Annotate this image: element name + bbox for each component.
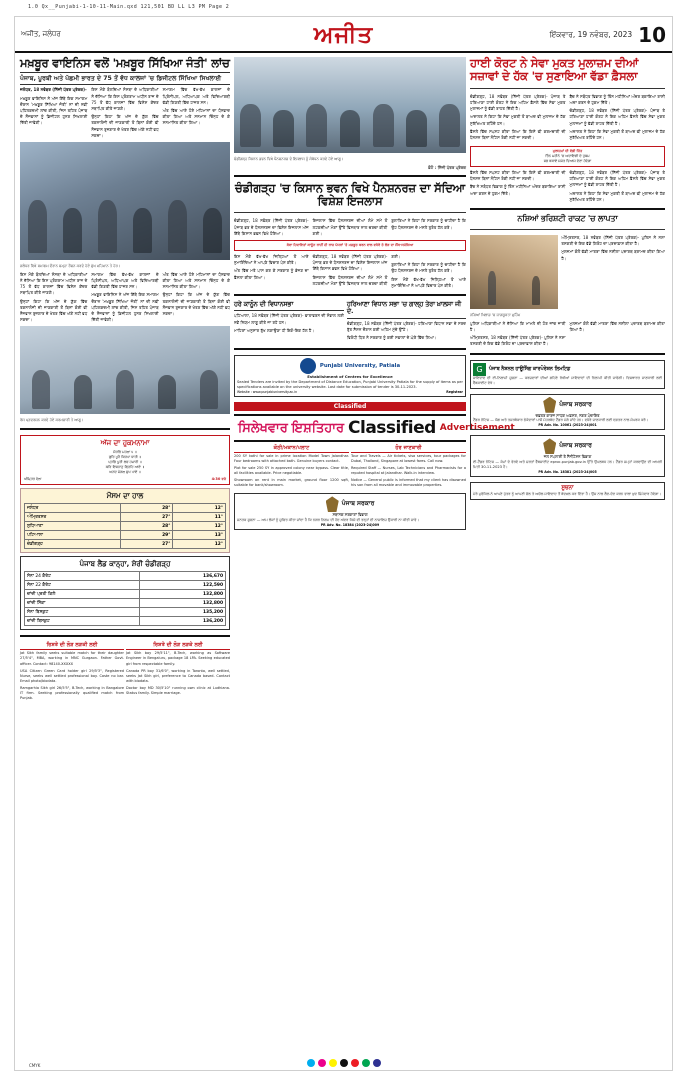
lead-byline: ਜਲੰਧਰ, 18 ਨਵੰਬਰ (ਨਿੱਜੀ ਪੱਤਰ ਪ੍ਰੇਰਕ)- [20, 87, 87, 93]
lead-para-4: ਸਮਾਗਮ ਵਿੱਚ ਵੱਖ-ਵੱਖ ਕਾਲਜਾਂ ਦੇ ਪ੍ਰਿੰਸੀਪਲ, ਅਧਿਆਪਕ ਅਤੇ ਵਿਦਿਆਰਥੀ ਵੱਡੀ ਗਿਣਤੀ ਵਿੱਚ ਹਾਜ਼ਰ ਸਨ। [162, 87, 230, 105]
right-top-para-6: ਅਦਾਲਤ ਨੇ ਕਿਹਾ ਕਿ ਸੇਵਾ ਮੁਕਤੀ ਤੋਂ ਬਾਅਦ ਵੀ ਮੁਲਾਜ਼ਮ ਦੇ ਹੱਕ ਸੁਰੱਖਿਅਤ ਰਹਿੰਦੇ ਹਨ। [569, 128, 665, 141]
story-c-para-1: ਚੰਡੀਗੜ੍ਹ, 18 ਨਵੰਬਰ (ਨਿੱਜੀ ਪੱਤਰ ਪ੍ਰੇਰਕ)- ਹਰਿਆਣਾ ਵਿਧਾਨ ਸਭਾ ਦੇ ਸਰਦ ਰੁੱਤ ਸੈਸ਼ਨ ਦੌਰਾਨ ਕਈ ਅਹਿਮ ਮੁੱਦੇ ਉੱਠੇ। [346, 320, 466, 332]
govt-ad-2 [470, 435, 665, 477]
page-number: 10 [638, 22, 666, 47]
story-b-para-2: ਮਾਹਿਰਾਂ ਅਨੁਸਾਰ ਰੁੱਖ ਲਗਾਉਣਾ ਹੀ ਇਕੋ-ਇਕ ਹੱਲ ਹੈ। [234, 327, 315, 333]
right-cont-2: ਬੈਂਚ ਨੇ ਸਬੰਧਤ ਵਿਭਾਗ ਨੂੰ ਤਿੰਨ ਮਹੀਨਿਆਂ ਅੰਦਰ ਬਕਾਇਆ ਰਾਸ਼ੀ ਅਦਾ ਕਰਨ ਦੇ ਹੁਕਮ ਦਿੱਤੇ। [470, 184, 566, 196]
newspaper-logo: ਅਜੀਤ [313, 21, 374, 48]
weather-min: 13° [173, 531, 226, 540]
right-callout-1: ਮੁਲਾਜ਼ਮਾਂ ਦੀ ਵੱਡੀ ਜਿੱਤ [552, 149, 583, 154]
govt-ad-bottom-center [234, 493, 466, 530]
lead-body [20, 87, 230, 139]
story-c-para-2: ਵਿਰੋਧੀ ਧਿਰ ਨੇ ਸਰਕਾਰ ਨੂੰ ਕਈ ਸਵਾਲਾਂ ਦੇ ਘੇਰੇ ਵਿੱਚ ਲਿਆ। [346, 334, 437, 340]
right-top-headline: ਹਾਈ ਕੋਰਟ ਨੇ ਸੇਵਾ ਮੁਕਤ ਮੁਲਾਜ਼ਮ ਦੀਆਂ ਸਜ਼ਾਵਾਂ ਦੇ ਹੱਕ 'ਚ ਸੁਣਾਇਆ ਵੱਡਾ ਫ਼ੈਸਲਾ [470, 56, 639, 83]
bank-logo-icon: G [473, 363, 486, 376]
market-price: 136,200 [139, 617, 225, 626]
right-mid-cont-1: ਪੁਲਿਸ ਅਧਿਕਾਰੀਆਂ ਨੇ ਦੱਸਿਆ ਕਿ ਮਾਮਲੇ ਦੀ ਹੋਰ ਜਾਂਚ ਜਾਰੀ ਹੈ। [470, 320, 566, 332]
govt-ad-body: ਜਨਤਕ ਸੂਚਨਾ — ਆਮ ਲੋਕਾਂ ਨੂੰ ਸੂਚਿਤ ਕੀਤਾ ਜਾਂਦਾ ਹੈ ਕਿ ਨਗਰ ਨਿਗਮ ਦੀ ਹੱਦ ਅੰਦਰ ਕਿਸੇ ਵੀ ਤਰ੍ਹਾਂ ਦੀ ਨਾਜਾਇਜ਼ ਉਸਾਰੀ ਨਾ ਕੀਤੀ ਜਾਵੇ। [237, 517, 419, 522]
right-mid-cont-2: ਅੰਮ੍ਰਿਤਸਰ, 18 ਨਵੰਬਰ (ਨਿੱਜੀ ਪੱਤਰ ਪ੍ਰੇਰਕ)- ਪੁਲਿਸ ਨੇ ਨਸ਼ਾ ਤਸਕਰੀ ਦੇ ਇਕ ਵੱਡੇ ਗਿਰੋਹ ਦਾ ਪਰਦਾਫ਼ਾਸ਼ ਕੀਤਾ ਹੈ। [470, 335, 566, 347]
market-item: ਸੋਨਾ 24 ਕੈਰੇਟ [25, 572, 140, 581]
center-para-1: ਚੰਡੀਗੜ੍ਹ, 18 ਨਵੰਬਰ (ਨਿੱਜੀ ਪੱਤਰ ਪ੍ਰੇਰਕ)- ਪੰਜਾਬ ਭਰ ਦੇ ਪੈਨਸ਼ਨਰਜ਼ ਦਾ ਵਿਸ਼ੇਸ਼ ਇਜਲਾਸ ਅੱਜ ਇੱਥੇ ਕਿਸਾਨ ਭਵਨ ਵਿਖੇ ਹੋਇਆ। [234, 218, 309, 236]
weather-city: ਪਟਿਆਲਾ [25, 531, 121, 540]
classified-banner [234, 414, 515, 442]
classified-column-4 [351, 445, 466, 490]
table-row [25, 572, 226, 581]
right-mid-headline: ਨਸ਼ਿਆਂ ਭਰਿਸ਼ਟੀ ਰਾਕਟ 'ਚ ਲਾਪਤਾ [517, 214, 618, 224]
weather-max: 27° [120, 513, 173, 522]
lead-photo-caption: ਜਲੰਧਰ ਵਿਖੇ ਸਮਾਗਮ ਦੌਰਾਨ ਸ਼ਮ੍ਹਾ ਰੌਸ਼ਨ ਕਰਦੇ ਹੋਏ ਮੁੱਖ ਮਹਿਮਾਨ ਤੇ ਹੋਰ। [20, 264, 121, 269]
lead-para-1: ਮਖ਼ਬੂਰ ਵਾਇਨਿਸ ਨੇ ਅੱਜ ਇੱਥੇ ਇਕ ਸਮਾਗਮ ਦੌਰਾਨ 'ਮਖ਼ਬੂਰ ਸਿੱਖਿਆ ਜੰਤੀ' ਨਾਂ ਦੀ ਨਵੀਂ ਪਹਿਲਕਦਮੀ ਲਾਂਚ ਕੀਤੀ, ਜਿਸ ਤਹਿਤ ਪੰਜਾਬ ਦੇ ਨੌਜਵਾਨਾਂ ਨੂੰ ਡਿਜੀਟਲ ਹੁਨਰ ਸਿਖਲਾਈ ਦਿੱਤੀ ਜਾਵੇਗੀ। [20, 95, 88, 126]
masthead-left-note: ਅਜੀਤ, ਜਲੰਧਰ [21, 30, 61, 38]
amrit-vela-value: 4:30 ਵਜੇ [211, 476, 226, 481]
weather-max: 27° [120, 540, 173, 549]
masthead-right [516, 22, 666, 47]
hukamnama-line-2: ਗੁਰਿ ਪੂਰੈ ਕਿਰਪਾ ਧਾਰੀ ॥ [108, 454, 142, 459]
market-price: 136,670 [139, 572, 225, 581]
table-row [25, 599, 226, 608]
right-top-para-2: ਅਦਾਲਤ ਨੇ ਕਿਹਾ ਕਿ ਸੇਵਾ ਮੁਕਤੀ ਤੋਂ ਬਾਅਦ ਵੀ ਮੁਲਾਜ਼ਮ ਦੇ ਹੱਕ ਸੁਰੱਖਿਅਤ ਰਹਿੰਦੇ ਹਨ। [470, 114, 566, 126]
right-top-body [470, 94, 665, 144]
govt-ad-2-body: ਈ-ਟੈਂਡਰ ਨੋਟਿਸ — ਕੰਮਾਂ ਦੇ ਵੇਰਵੇ ਅਤੇ ਸ਼ਰਤਾਂ ਵੈੱਬਸਾਈਟ eproc.punjab.gov.in ਉੱਤੇ ਉਪਲਬਧ ਹਨ। ਟੈਂਡਰ ਜਮ੍ਹਾਂ ਕਰਵਾਉਣ ਦੀ ਆਖ਼ਰੀ ਮਿਤੀ 30-11-2023 ਹੈ। [473, 459, 662, 469]
center-cont-6: ਇਸ ਮੌਕੇ ਵੱਖ-ਵੱਖ ਜ਼ਿਲ੍ਹਿਆਂ ਤੋਂ ਆਏ ਨੁਮਾਇੰਦਿਆਂ ਨੇ ਆਪਣੇ ਵਿਚਾਰ ਪੇਸ਼ ਕੀਤੇ। [391, 276, 466, 288]
weather-city: ਲੁਧਿਆਣਾ [25, 522, 121, 531]
right-top-para-1: ਚੰਡੀਗੜ੍ਹ, 18 ਨਵੰਬਰ (ਨਿੱਜੀ ਪੱਤਰ ਪ੍ਰੇਰਕ)- ਪੰਜਾਬ ਤੇ ਹਰਿਆਣਾ ਹਾਈ ਕੋਰਟ ਨੇ ਇਕ ਅਹਿਮ ਫ਼ੈਸਲੇ ਵਿੱਚ ਸੇਵਾ ਮੁਕਤ ਮੁਲਾਜ਼ਮਾਂ ਨੂੰ ਵੱਡੀ ਰਾਹਤ ਦਿੱਤੀ ਹੈ। [470, 93, 566, 112]
lead-cont-5: ਅੰਤ ਵਿੱਚ ਆਏ ਹੋਏ ਮਹਿਮਾਨਾਂ ਦਾ ਧੰਨਵਾਦ ਕੀਤਾ ਗਿਆ ਅਤੇ ਸਨਮਾਨ ਚਿੰਨ੍ਹ ਦੇ ਕੇ ਸਨਮਾਨਿਤ ਕੀਤਾ ਗਿਆ। [162, 271, 230, 290]
center-body-cont [234, 254, 466, 289]
center-cont-2: ਅੰਤ ਵਿੱਚ ਮਤੇ ਪਾਸ ਕਰ ਕੇ ਸਰਕਾਰ ਨੂੰ ਭੇਜਣ ਦਾ ਫ਼ੈਸਲਾ ਕੀਤਾ ਗਿਆ। [234, 268, 309, 280]
weather-max: 28° [120, 504, 173, 513]
center-cont-5: ਬੁਲਾਰਿਆਂ ਨੇ ਕਿਹਾ ਕਿ ਸਰਕਾਰ ਨੂੰ ਚਾਹੀਦਾ ਹੈ ਕਿ ਉਹ ਪੈਨਸ਼ਨਰਜ਼ ਦੇ ਮਸਲੇ ਤੁਰੰਤ ਹੱਲ ਕਰੇ। [391, 262, 466, 274]
secondary-photo [20, 326, 230, 414]
govt-ad-1-body: ਟੈਂਡਰ ਨੋਟਿਸ — ਯੋਗ ਅਤੇ ਤਜਰਬੇਕਾਰ ਠੇਕੇਦਾਰਾਂ ਪਾਸੋਂ ਮੋਹਰਬੰਦ ਟੈਂਡਰ ਮੰਗੇ ਜਾਂਦੇ ਹਨ। ਵਧੇਰੇ ਜਾਣਕਾਰੀ ਲਈ ਦਫ਼ਤਰ ਨਾਲ ਸੰਪਰਕ ਕਰੋ। [473, 418, 649, 422]
govt-ad-footer: PR Adv. No. 18384 (2023-24)009 [320, 522, 380, 527]
story-b-para-1: ਪਟਿਆਲਾ, 18 ਨਵੰਬਰ (ਨਿੱਜੀ ਪੱਤਰ ਪ੍ਰੇਰਕ)- ਵਾਤਾਵਰਨ ਦੀ ਸੰਭਾਲ ਲਈ ਨਵੇਂ ਨਿਯਮ ਲਾਗੂ ਕੀਤੇ ਜਾ ਰਹੇ ਹਨ। [234, 313, 344, 325]
govt-ad-1-footer: PR Adv. No. 10061 (2023-24)001 [538, 423, 597, 428]
lead-para-2: ਇਸ ਮੌਕੇ ਬੋਲਦਿਆਂ ਸੰਸਥਾ ਦੇ ਅਧਿਕਾਰੀਆਂ ਨੇ ਦੱਸਿਆ ਕਿ ਇਸ ਪ੍ਰੋਗਰਾਮ ਅਧੀਨ ਰਾਜ ਦੇ 75 ਤੋਂ ਵੱਧ ਕਾਲਜਾਂ ਵਿੱਚ ਵਿਸ਼ੇਸ਼ ਕੇਂਦਰ ਸਥਾਪਿਤ ਕੀਤੇ ਜਾਣਗੇ। [91, 87, 159, 111]
center-cont-3: ਚੰਡੀਗੜ੍ਹ, 18 ਨਵੰਬਰ (ਨਿੱਜੀ ਪੱਤਰ ਪ੍ਰੇਰਕ)- ਪੰਜਾਬ ਭਰ ਦੇ ਪੈਨਸ਼ਨਰਜ਼ ਦਾ ਵਿਸ਼ੇਸ਼ ਇਜਲਾਸ ਅੱਜ ਇੱਥੇ ਕਿਸਾਨ ਭਵਨ ਵਿਖੇ ਹੋਇਆ। [312, 253, 388, 272]
classified-item: 200 SY kothi for sale in prime location Model Town Jalandhar. Four bedrooms with attached bath. Genuine buyers contact. [234, 454, 349, 464]
hukamnama-line-1: ਸੋਰਠਿ ਮਹਲਾ ੫ ॥ [113, 450, 137, 455]
registration-dot-blue [373, 1059, 381, 1067]
weather-min: 11° [173, 513, 226, 522]
story-c-mid [347, 301, 466, 343]
notice-ad [470, 482, 665, 500]
column-left [20, 57, 230, 1061]
classified-item: Tour and Travels — Air tickets, visa services, tour packages for Dubai, Thailand, Singapore at lowest fares. Call now. [351, 454, 466, 464]
classified-column-1 [20, 642, 124, 703]
story-c-body [347, 321, 466, 344]
table-row [25, 540, 226, 549]
classified-item: Plot for sale 250 SY in approved colony near bypass. Clear title, all facilities available. Price negotiable. [234, 466, 349, 476]
classified-column-3-head: ਕੋਠੀ/ਮਕਾਨ/ਪਲਾਟ [234, 445, 349, 453]
table-row [25, 513, 226, 522]
center-body [234, 218, 466, 237]
weather-max: 29° [120, 531, 173, 540]
table-row [25, 522, 226, 531]
hukamnama-box [20, 435, 230, 485]
weather-min: 12° [173, 504, 226, 513]
university-ad-contact[interactable]: Website : www.punjabiuniversity.ac.in [237, 389, 298, 394]
classified-item: Ramgarhia Sikh girl 26/5'5", B.Tech, working in Bangalore IT firm. Seeking professionally qualified match from Punjab. [20, 685, 124, 700]
color-registration-bar [15, 1058, 672, 1068]
right-mid-photo-caption: ਨਸ਼ਿਆਂ ਖ਼ਿਲਾਫ਼ 'ਚ ਜਾਗਰੂਕਤਾ ਮੁਹਿੰਮ [470, 313, 521, 317]
registration-dot-red [351, 1059, 359, 1067]
market-box [20, 556, 230, 630]
weather-box [20, 488, 230, 553]
right-callout-3: ਸਭ ਬਕਾਏ ਸਮੇਤ ਵਿਆਜ ਦੇਣਾ ਹੋਵੇਗਾ [543, 159, 592, 164]
govt-ad-sub: ਸਥਾਨਕ ਸਰਕਾਰਾਂ ਵਿਭਾਗ [332, 512, 368, 518]
lead-para-5: ਅੰਤ ਵਿੱਚ ਆਏ ਹੋਏ ਮਹਿਮਾਨਾਂ ਦਾ ਧੰਨਵਾਦ ਕੀਤਾ ਗਿਆ ਅਤੇ ਸਨਮਾਨ ਚਿੰਨ੍ਹ ਦੇ ਕੇ ਸਨਮਾਨਿਤ ਕੀਤਾ ਗਿਆ। [162, 107, 230, 126]
market-item: ਚਾਂਦੀ ਸਿੱਕਾ [25, 599, 140, 608]
notice-ad-body: ਮੇਰੇ ਮੁਵੱਕਿਲ ਨੇ ਆਪਣੇ ਪੁੱਤਰ ਨੂੰ ਆਪਣੀ ਚੱਲ ਤੇ ਅਚੱਲ ਜਾਇਦਾਦ ਤੋਂ ਬੇਦਖ਼ਲ ਕਰ ਦਿੱਤਾ ਹੈ। ਉਸ ਨਾਲ ਲੈਣ-ਦੇਣ ਕਰਨ ਵਾਲਾ ਖ਼ੁਦ ਜ਼ਿੰਮੇਵਾਰ ਹੋਵੇਗਾ। [473, 492, 661, 497]
classified-title-pa: ਸਿਲੇਖਵਾਰ [238, 420, 288, 436]
classified-title-en: Classified [348, 418, 436, 439]
weather-max: 28° [120, 522, 173, 531]
market-price: 122,590 [139, 581, 225, 590]
weather-table [24, 503, 226, 549]
lead-cont-4: ਮਖ਼ਬੂਰ ਵਾਇਨਿਸ ਨੇ ਅੱਜ ਇੱਥੇ ਇਕ ਸਮਾਗਮ ਦੌਰਾਨ 'ਮਖ਼ਬੂਰ ਸਿੱਖਿਆ ਜੰਤੀ' ਨਾਂ ਦੀ ਨਵੀਂ ਪਹਿਲਕਦਮੀ ਲਾਂਚ ਕੀਤੀ, ਜਿਸ ਤਹਿਤ ਪੰਜਾਬ ਦੇ ਨੌਜਵਾਨਾਂ ਨੂੰ ਡਿਜੀਟਲ ਹੁਨਰ ਸਿਖਲਾਈ ਦਿੱਤੀ ਜਾਵੇਗੀ। [91, 292, 159, 323]
right-mid-photo [470, 235, 558, 309]
market-item: ਸੋਨਾ ਬਿਸਕੁਟ [25, 608, 140, 617]
right-top-para-5: ਚੰਡੀਗੜ੍ਹ, 18 ਨਵੰਬਰ (ਨਿੱਜੀ ਪੱਤਰ ਪ੍ਰੇਰਕ)- ਪੰਜਾਬ ਤੇ ਹਰਿਆਣਾ ਹਾਈ ਕੋਰਟ ਨੇ ਇਕ ਅਹਿਮ ਫ਼ੈਸਲੇ ਵਿੱਚ ਸੇਵਾ ਮੁਕਤ ਮੁਲਾਜ਼ਮਾਂ ਨੂੰ ਵੱਡੀ ਰਾਹਤ ਦਿੱਤੀ ਹੈ। [569, 108, 665, 126]
center-headline: ਚੰਡੀਗੜ੍ਹ 'ਚ ਕਿਸਾਨ ਭਵਨ ਵਿਖੇ ਪੈਨਸ਼ਨਰਜ਼ ਦਾ ਸੱਦਿਆ ਵਿਸ਼ੇਸ਼ ਇਜਲਾਸ [235, 180, 465, 208]
bank-ad [470, 360, 665, 389]
lead-photo [20, 142, 230, 260]
center-cont-4: ਇਜਲਾਸ ਵਿੱਚ ਪੈਨਸ਼ਨਰਜ਼ ਦੀਆਂ ਲੰਮੇ ਸਮੇਂ ਤੋਂ ਲਟਕਦੀਆਂ ਮੰਗਾਂ ਉੱਤੇ ਵਿਸਥਾਰ ਨਾਲ ਚਰਚਾ ਕੀਤੀ ਗਈ। [312, 253, 401, 286]
cmyk-label: CMYK [29, 1063, 41, 1068]
story-b-body [234, 313, 344, 336]
lead-cont-3: ਸਮਾਗਮ ਵਿੱਚ ਵੱਖ-ਵੱਖ ਕਾਲਜਾਂ ਦੇ ਪ੍ਰਿੰਸੀਪਲ, ਅਧਿਆਪਕ ਅਤੇ ਵਿਦਿਆਰਥੀ ਵੱਡੀ ਗਿਣਤੀ ਵਿੱਚ ਹਾਜ਼ਰ ਸਨ। [91, 271, 159, 290]
classified-column-2-head: ਰਿਸ਼ਤੇ ਦੀ ਲੋੜ ਲੜਕੇ ਲਈ [126, 642, 230, 650]
hukamnama-title: ਅੱਜ ਦਾ ਹੁਕਮਨਾਮਾ [100, 439, 150, 448]
weather-title: ਮੌਸਮ ਦਾ ਹਾਲ [106, 492, 144, 501]
lead-cont-6: ਉਨ੍ਹਾਂ ਕਿਹਾ ਕਿ ਅੱਜ ਦੇ ਯੁੱਗ ਵਿੱਚ ਤਕਨਾਲੋਜੀ ਦੀ ਜਾਣਕਾਰੀ ਤੋਂ ਬਿਨਾਂ ਕੋਈ ਵੀ ਨੌਜਵਾਨ ਰੁਜ਼ਗਾਰ ਦੇ ਖੇਤਰ ਵਿੱਚ ਅੱਗੇ ਨਹੀਂ ਵਧ ਸਕਦਾ। [162, 292, 230, 316]
table-row [25, 581, 226, 590]
center-para-2: ਇਜਲਾਸ ਵਿੱਚ ਪੈਨਸ਼ਨਰਜ਼ ਦੀਆਂ ਲੰਮੇ ਸਮੇਂ ਤੋਂ ਲਟਕਦੀਆਂ ਮੰਗਾਂ ਉੱਤੇ ਵਿਸਥਾਰ ਨਾਲ ਚਰਚਾ ਕੀਤੀ ਗਈ। [312, 218, 388, 236]
classified-left-block [20, 642, 230, 703]
center-callout-box [234, 240, 466, 251]
right-mid-body-cont [470, 321, 665, 348]
govt-ad-1-head: ਪੰਜਾਬ ਸਰਕਾਰ [559, 400, 592, 408]
masthead [15, 17, 672, 53]
classified-title-pa2: ਇਸ਼ਤਿਹਾਰ [291, 420, 345, 436]
hukamnama-lines [24, 450, 226, 474]
registration-dot-green [362, 1059, 370, 1067]
classified-item: Canada PR boy 31/6'0", working in Toronto, well settled, seeks Jat Sikh girl, preference to Canada based. Contact with biodata. [126, 668, 230, 683]
classified-item: Jat Sikh boy 29/5'11", B.Tech, working as Software Engineer in Bengaluru, package 18 LPA. Seeking educated girl from respectable family. [126, 651, 230, 666]
center-top-photo-caption: ਚੰਡੀਗੜ੍ਹ ਕਿਸਾਨ ਭਵਨ ਵਿਖੇ ਪੈਨਸ਼ਨਰਜ਼ ਦੇ ਇਜਲਾਸ ਨੂੰ ਸੰਬੋਧਨ ਕਰਦੇ ਹੋਏ ਆਗੂ। [234, 157, 344, 161]
market-price: 132,800 [139, 599, 225, 608]
table-row [25, 617, 226, 626]
notice-ad-head: ਸੂਚਨਾ [561, 485, 574, 492]
table-row [25, 590, 226, 599]
classified-item: Jat Sikh family seeks suitable match for their daughter 27/5'4", MBA, working in MNC Gurgaon. Father Govt. officer. Contact: 98140-XXXXX [20, 651, 124, 666]
market-item: ਚਾਂਦੀ ਬਿਸਕੁਟ [25, 617, 140, 626]
story-b-headline: ਹਰੇ ਕਾਨੂੰਨ ਦੀ ਵਿਧਾਨਸਭਾ [234, 300, 294, 309]
hukamnama-line-4: ਕਰਿ ਇਸਨਾਨੁ ਗ੍ਰਿਹਿ ਆਏ ॥ [105, 464, 145, 469]
market-item: ਚਾਂਦੀ ਪ੍ਰਤੀ ਕਿਲੋ [25, 590, 140, 599]
market-table [24, 571, 226, 626]
center-para-3: ਬੁਲਾਰਿਆਂ ਨੇ ਕਿਹਾ ਕਿ ਸਰਕਾਰ ਨੂੰ ਚਾਹੀਦਾ ਹੈ ਕਿ ਉਹ ਪੈਨਸ਼ਨਰਜ਼ ਦੇ ਮਸਲੇ ਤੁਰੰਤ ਹੱਲ ਕਰੇ। [391, 218, 466, 230]
table-row [25, 504, 226, 513]
right-top-body-cont [470, 170, 665, 203]
right-top-para-4: ਬੈਂਚ ਨੇ ਸਬੰਧਤ ਵਿਭਾਗ ਨੂੰ ਤਿੰਨ ਮਹੀਨਿਆਂ ਅੰਦਰ ਬਕਾਇਆ ਰਾਸ਼ੀ ਅਦਾ ਕਰਨ ਦੇ ਹੁਕਮ ਦਿੱਤੇ। [569, 93, 665, 105]
classified-title-en2: Advertisement [439, 423, 515, 434]
registration-dot-black [340, 1059, 348, 1067]
registration-dot-magenta [318, 1059, 326, 1067]
govt-ad-2-sub: ਜਲ ਸਪਲਾਈ ਤੇ ਸੈਨੀਟੇਸ਼ਨ ਵਿਭਾਗ [543, 454, 592, 460]
hukamnama-line-3: ਪ੍ਰਭਿ ਪੂਰੀ ਲੋਚ ਹਮਾਰੀ ॥ [108, 459, 142, 464]
right-mid-cont-3: ਮੁਲਜ਼ਮਾਂ ਕੋਲੋਂ ਵੱਡੀ ਮਾਤਰਾ ਵਿੱਚ ਨਸ਼ੀਲਾ ਪਦਾਰਥ ਬਰਾਮਦ ਕੀਤਾ ਗਿਆ ਹੈ। [569, 320, 665, 332]
lead-cont-1: ਇਸ ਮੌਕੇ ਬੋਲਦਿਆਂ ਸੰਸਥਾ ਦੇ ਅਧਿਕਾਰੀਆਂ ਨੇ ਦੱਸਿਆ ਕਿ ਇਸ ਪ੍ਰੋਗਰਾਮ ਅਧੀਨ ਰਾਜ ਦੇ 75 ਤੋਂ ਵੱਧ ਕਾਲਜਾਂ ਵਿੱਚ ਵਿਸ਼ੇਸ਼ ਕੇਂਦਰ ਸਥਾਪਿਤ ਕੀਤੇ ਜਾਣਗੇ। [20, 271, 88, 296]
hukamnama-line-5: ਅਨਦ ਮੰਗਲ ਸੁਖ ਪਾਏ ॥ [109, 469, 141, 474]
story-c-headline: ਹਰਿਆਣਾ ਵਿਧਾਨ ਸਭਾ 'ਚ ਗਾਲ੍ਹ ਤੇਰਾ ਖ਼ਾਲਸਾ ਜੀ ਦੇ. [346, 300, 461, 316]
classified-item: Notice — General public is informed that my client has disowned his son from all movable and immovable properties. [351, 478, 466, 488]
govt-ad-head: ਪੰਜਾਬ ਸਰਕਾਰ [341, 500, 375, 508]
lead-headline: ਮਖ਼ਬੂਰ ਵਾਇਨਿਸ ਵਲੋਂ 'ਮਖ਼ਬੂਰ ਸਿੱਖਿਆ ਜੰਤੀ' ਲਾਂਚ [20, 56, 230, 70]
classified-column-3 [234, 445, 349, 490]
lead-para-3: ਉਨ੍ਹਾਂ ਕਿਹਾ ਕਿ ਅੱਜ ਦੇ ਯੁੱਗ ਵਿੱਚ ਤਕਨਾਲੋਜੀ ਦੀ ਜਾਣਕਾਰੀ ਤੋਂ ਬਿਨਾਂ ਕੋਈ ਵੀ ਨੌਜਵਾਨ ਰੁਜ਼ਗਾਰ ਦੇ ਖੇਤਰ ਵਿੱਚ ਅੱਗੇ ਨਹੀਂ ਵਧ ਸਕਦਾ। [91, 114, 159, 138]
classified-item: Required Staff — Nurses, Lab Technicians and Pharmacists for a reputed hospital at Jalandhar. Walk-in interview. [351, 466, 466, 476]
classified-item: USA Citizen Green Card holder girl 29/5'3", Registered Nurse, seeks well settled professional boy. Caste no bar. Email photo/biodata. [20, 668, 124, 683]
right-cont-3: ਚੰਡੀਗੜ੍ਹ, 18 ਨਵੰਬਰ (ਨਿੱਜੀ ਪੱਤਰ ਪ੍ਰੇਰਕ)- ਪੰਜਾਬ ਤੇ ਹਰਿਆਣਾ ਹਾਈ ਕੋਰਟ ਨੇ ਇਕ ਅਹਿਮ ਫ਼ੈਸਲੇ ਵਿੱਚ ਸੇਵਾ ਮੁਕਤ ਮੁਲਾਜ਼ਮਾਂ ਨੂੰ ਵੱਡੀ ਰਾਹਤ ਦਿੱਤੀ ਹੈ। [569, 169, 665, 188]
center-two-stories [234, 301, 466, 343]
weather-city: ਅੰਮ੍ਰਿਤਸਰ [25, 513, 121, 522]
column-right [470, 57, 665, 1061]
right-cont-1: ਫ਼ੈਸਲੇ ਵਿੱਚ ਸਪਸ਼ਟ ਕੀਤਾ ਗਿਆ ਕਿ ਕਿਸੇ ਵੀ ਕਰਮਚਾਰੀ ਦੀ ਪੈਨਸ਼ਨ ਬਿਨਾਂ ਨੋਟਿਸ ਰੋਕੀ ਨਹੀਂ ਜਾ ਸਕਦੀ। [470, 169, 566, 182]
lead-cont-2: ਉਨ੍ਹਾਂ ਕਿਹਾ ਕਿ ਅੱਜ ਦੇ ਯੁੱਗ ਵਿੱਚ ਤਕਨਾਲੋਜੀ ਦੀ ਜਾਣਕਾਰੀ ਤੋਂ ਬਿਨਾਂ ਕੋਈ ਵੀ ਨੌਜਵਾਨ ਰੁਜ਼ਗਾਰ ਦੇ ਖੇਤਰ ਵਿੱਚ ਅੱਗੇ ਨਹੀਂ ਵਧ ਸਕਦਾ। [20, 298, 88, 323]
center-callout-text: ਸੇਵਾ ਹਿਦਾਇਤਾਂ ਕਾਨੂੰਨ ਰਾਹੀਂ ਹੀ ਰਾਜ ਪੱਧਰਾਂ 'ਤੇ ਮਜ਼ਬੂਤ ਕਰਨ ਵਾਲ ਵਧੇਰੇ ਤੇ ਲੋੜ ਦਾ ਸੌਂਕ-ਸਮੱਸਿਆ [286, 243, 414, 248]
center-top-photo [234, 57, 466, 153]
govt-ad-2-head: ਪੰਜਾਬ ਸਰਕਾਰ [559, 442, 592, 450]
govt-ad-1 [470, 394, 665, 431]
right-mid-para-1: ਅੰਮ੍ਰਿਤਸਰ, 18 ਨਵੰਬਰ (ਨਿੱਜੀ ਪੱਤਰ ਪ੍ਰੇਰਕ)- ਪੁਲਿਸ ਨੇ ਨਸ਼ਾ ਤਸਕਰੀ ਦੇ ਇਕ ਵੱਡੇ ਗਿਰੋਹ ਦਾ ਪਰਦਾਫ਼ਾਸ਼ ਕੀਤਾ ਹੈ। [561, 235, 665, 247]
bank-ad-name: ਪੰਜਾਬ ਨੈਸ਼ਨਲ ਹਾਊਸਿੰਗ ਕਾਰਪੋਰੇਸ਼ਨ ਲਿਮਟਿਡ [489, 367, 571, 372]
newspaper-sheet [14, 16, 673, 1071]
registration-dot-yellow [329, 1059, 337, 1067]
right-callout-box [470, 146, 665, 167]
classified-strip-head: Classified [234, 402, 466, 411]
govt-emblem-icon [543, 438, 556, 454]
classified-grid-center [234, 445, 466, 490]
market-price: 132,800 [139, 590, 225, 599]
page-body [15, 53, 672, 1065]
classified-item: Showroom on rent in main market, ground floor 1200 sqft, suitable for bank/showroom. [234, 478, 349, 488]
weather-city: ਚੰਡੀਗੜ੍ਹ [25, 540, 121, 549]
right-mid-body [561, 235, 665, 309]
govt-emblem-icon [543, 397, 556, 413]
govt-ad-2-footer: PR Adv. No. 18381 (2023-24)005 [538, 469, 597, 474]
university-ad [234, 355, 466, 397]
lead-body-cont [20, 272, 230, 324]
lead-story [20, 57, 230, 139]
right-cont-4: ਅਦਾਲਤ ਨੇ ਕਿਹਾ ਕਿ ਸੇਵਾ ਮੁਕਤੀ ਤੋਂ ਬਾਅਦ ਵੀ ਮੁਲਾਜ਼ਮ ਦੇ ਹੱਕ ਸੁਰੱਖਿਅਤ ਰਹਿੰਦੇ ਹਨ। [569, 190, 665, 202]
classified-column-1-head: ਰਿਸ਼ਤੇ ਦੀ ਲੋੜ ਲੜਕੀ ਲਈ [20, 642, 124, 650]
bank-ad-body: ਜਾਇਦਾਦ ਦੀ ਈ-ਨਿਲਾਮੀ ਸੂਚਨਾ — ਕਰਜ਼ਦਾਰਾਂ ਦੀਆਂ ਗਹਿਣੇ ਰੱਖੀਆਂ ਜਾਇਦਾਦਾਂ ਦੀ ਨਿਲਾਮੀ ਕੀਤੀ ਜਾਵੇਗੀ। ਵਿਸਥਾਰਤ ਜਾਣਕਾਰੀ ਲਈ ਵੈੱਬਸਾਈਟ ਦੇਖੋ। [473, 375, 662, 385]
print-header: 1.0 Qx__Punjabi-1-10-11-Main.qxd 121,501 BD LL L3 PM Page 2 [28, 4, 230, 10]
right-mid-para-2: ਮੁਲਜ਼ਮਾਂ ਕੋਲੋਂ ਵੱਡੀ ਮਾਤਰਾ ਵਿੱਚ ਨਸ਼ੀਲਾ ਪਦਾਰਥ ਬਰਾਮਦ ਕੀਤਾ ਗਿਆ ਹੈ। [561, 249, 665, 261]
table-row [25, 531, 226, 540]
table-row [25, 608, 226, 617]
right-callout-2: ਤਿੰਨ ਮਹੀਨੇ 'ਚ ਅਦਾਇਗੀ ਦੇ ਹੁਕਮ [545, 154, 590, 159]
edition-date: ਇੱਕਵਾਰ, 19 ਨਵੰਬਰ, 2023 [549, 29, 633, 39]
photo-credit: ਫ਼ੋਟੋ : ਨਿੱਜੀ ਪੱਤਰ ਪ੍ਰੇਰਕ [428, 164, 466, 170]
weather-city: ਜਲੰਧਰ [25, 504, 121, 513]
lead-subhead: ਪੰਜਾਬ, ਪੂਰਬੀ ਅਤੇ ਪੱਛਮੀ ਭਾਰਤ ਦੇ 75 ਤੋਂ ਵੱਧ ਕਾਲਜਾਂ 'ਚ ਡਿਜੀਟਲ ਸਿੱਖਿਆ ਸਿਖਲਾਈ [20, 74, 222, 82]
university-name: Punjabi University, Patiala [319, 363, 401, 370]
weather-min: 12° [173, 522, 226, 531]
amrit-vela-label: ਅੰਮ੍ਰਿਤ ਵੇਲਾ [24, 476, 42, 481]
govt-emblem-icon [326, 496, 339, 512]
weather-min: 12° [173, 540, 226, 549]
market-item: ਸੋਨਾ 22 ਕੈਰੇਟ [25, 581, 140, 590]
classified-column-2 [126, 642, 230, 703]
university-ad-signature: Registrar [446, 389, 463, 394]
university-ad-sub: Establishment of Centres for Excellence [307, 374, 393, 380]
right-top-para-3: ਫ਼ੈਸਲੇ ਵਿੱਚ ਸਪਸ਼ਟ ਕੀਤਾ ਗਿਆ ਕਿ ਕਿਸੇ ਵੀ ਕਰਮਚਾਰੀ ਦੀ ਪੈਨਸ਼ਨ ਬਿਨਾਂ ਨੋਟਿਸ ਰੋਕੀ ਨਹੀਂ ਜਾ ਸਕਦੀ। [470, 128, 566, 141]
classified-column-4-head: ਹੋਰ ਜਾਣਕਾਰੀ [351, 445, 466, 453]
university-logo-icon [300, 358, 316, 374]
govt-ad-1-sub: ਦਫ਼ਤਰ ਕਾਰਜ ਸਾਧਕ ਅਫ਼ਸਰ, ਨਗਰ ਪੰਚਾਇਤ [535, 412, 600, 418]
story-b-mid [234, 301, 344, 343]
registration-dot-cyan [307, 1059, 315, 1067]
classified-item: Doctor boy MD 30/5'10" running own clinic at Ludhiana. Status family. Simple marriage. [126, 685, 230, 695]
university-ad-body: Sealed Tenders are invited by the Department of Distance Education, Punjabi University Patiala for the supply of items as per specifications available on the university website. Last date for submission of tender is 30-11-2023. [237, 379, 463, 389]
secondary-photo-caption: ਰੋਸ ਪ੍ਰਦਰਸ਼ਨ ਕਰਦੇ ਹੋਏ ਕਰਮਚਾਰੀ ਤੇ ਆਗੂ। [20, 418, 84, 423]
center-cont-1: ਇਸ ਮੌਕੇ ਵੱਖ-ਵੱਖ ਜ਼ਿਲ੍ਹਿਆਂ ਤੋਂ ਆਏ ਨੁਮਾਇੰਦਿਆਂ ਨੇ ਆਪਣੇ ਵਿਚਾਰ ਪੇਸ਼ ਕੀਤੇ। [234, 253, 309, 266]
market-price: 135,200 [139, 608, 225, 617]
market-title: ਪੰਜਾਬ ਲੈਂਡ ਕਾਨ੍ਹਾ, ਸ਼ੇਰੀ ਚੰਡੀਗੜ੍ਹ [79, 560, 171, 569]
